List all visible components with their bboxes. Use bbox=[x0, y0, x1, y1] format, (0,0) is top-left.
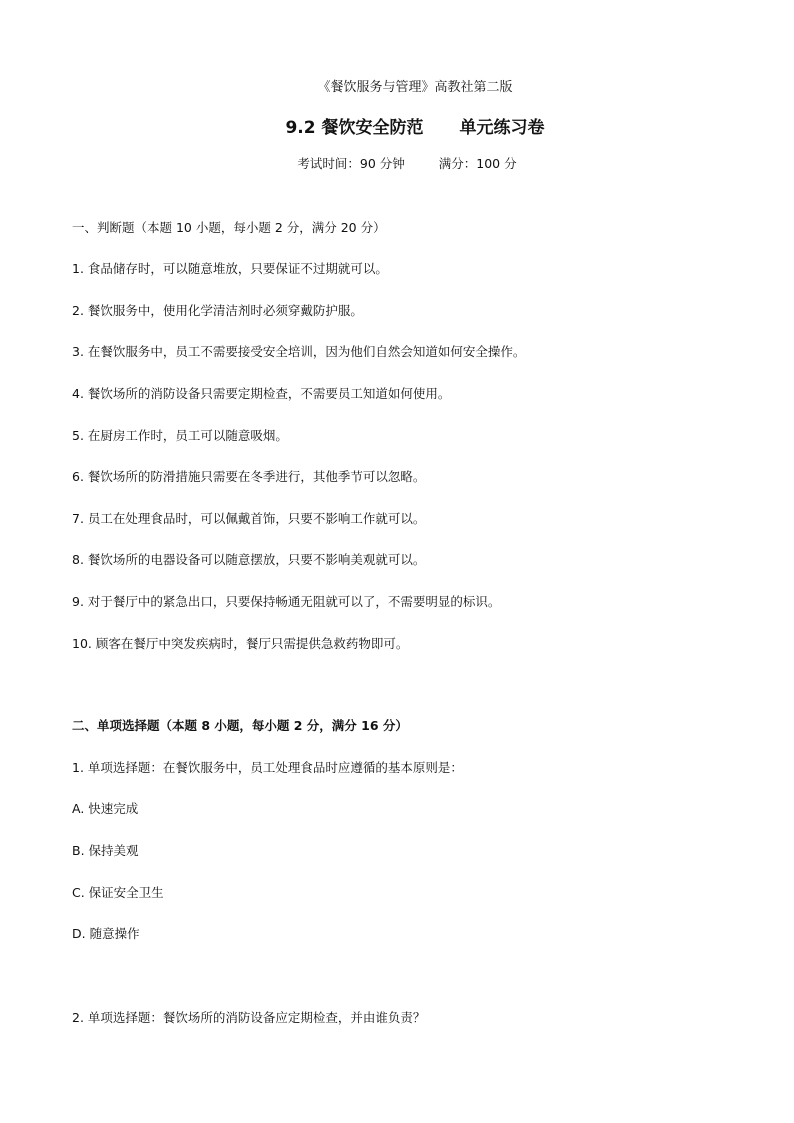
tf-question-9: 9. 对于餐厅中的紧急出口，只要保持畅通无阻就可以了，不需要明显的标识。 bbox=[72, 594, 501, 609]
exam-meta bbox=[0, 156, 794, 172]
mc-question-2-stem: 2. 单项选择题：餐饮场所的消防设备应定期检查，并由谁负责？ bbox=[72, 1010, 426, 1025]
mc-question-1-option-c: C. 保证安全卫生 bbox=[72, 885, 164, 900]
section2-heading: 二、单项选择题（本题 8 小题，每小题 2 分，满分 16 分） bbox=[72, 718, 408, 733]
tf-question-4: 4. 餐饮场所的消防设备只需要定期检查，不需要员工知道如何使用。 bbox=[72, 386, 451, 401]
mc-question-1-stem: 1. 单项选择题：在餐饮服务中，员工处理食品时应遵循的基本原则是： bbox=[72, 760, 463, 775]
mc-question-1-option-d: D. 随意操作 bbox=[72, 926, 140, 941]
mc-question-1-option-b: B. 保持美观 bbox=[72, 843, 139, 858]
mc-question-1-option-a: A. 快速完成 bbox=[72, 801, 139, 816]
tf-question-6: 6. 餐饮场所的防滑措施只需要在冬季进行，其他季节可以忽略。 bbox=[72, 469, 426, 484]
full-score: 满分：100 分 bbox=[438, 156, 517, 171]
exam-title-main: 9.2 餐饮安全防范 bbox=[285, 118, 424, 138]
exam-title bbox=[0, 117, 794, 139]
course-title: 《餐饮服务与管理》高教社第二版 bbox=[317, 80, 513, 95]
exam-time: 考试时间：90 分钟 bbox=[297, 156, 405, 171]
exam-title-sub: 单元练习卷 bbox=[459, 118, 545, 138]
tf-question-10: 10. 顾客在餐厅中突发疾病时，餐厅只需提供急救药物即可。 bbox=[72, 636, 409, 651]
tf-question-5: 5. 在厨房工作时，员工可以随意吸烟。 bbox=[72, 428, 288, 443]
tf-question-7: 7. 员工在处理食品时，可以佩戴首饰，只要不影响工作就可以。 bbox=[72, 511, 426, 526]
tf-question-2: 2. 餐饮服务中，使用化学清洁剂时必须穿戴防护服。 bbox=[72, 303, 363, 318]
tf-question-3: 3. 在餐饮服务中，员工不需要接受安全培训，因为他们自然会知道如何安全操作。 bbox=[72, 344, 526, 359]
section1-heading: 一、判断题（本题 10 小题，每小题 2 分，满分 20 分） bbox=[72, 220, 386, 235]
tf-question-1: 1. 食品储存时，可以随意堆放，只要保证不过期就可以。 bbox=[72, 261, 388, 276]
tf-question-8: 8. 餐饮场所的电器设备可以随意摆放，只要不影响美观就可以。 bbox=[72, 552, 426, 567]
